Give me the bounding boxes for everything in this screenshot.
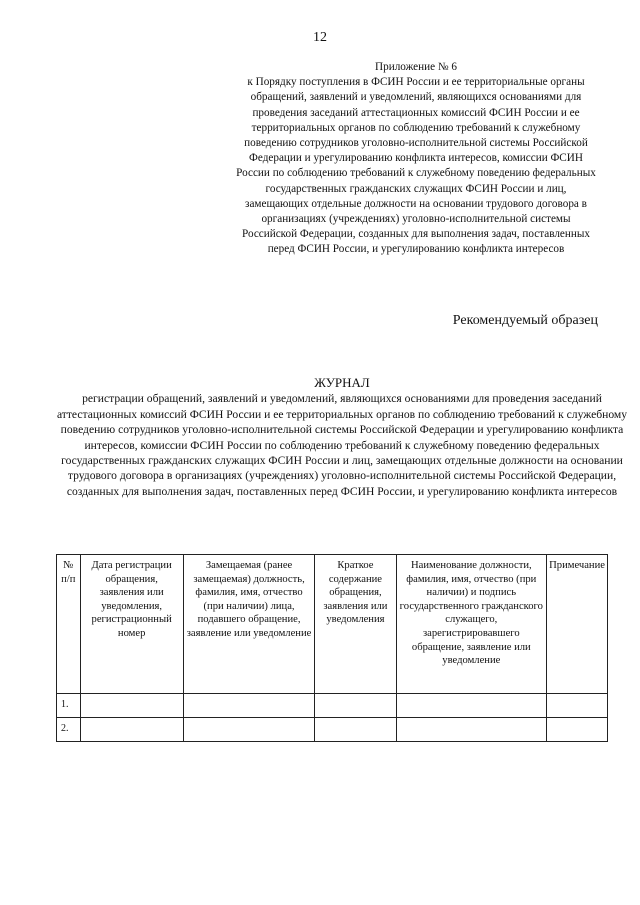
header-registration-date: Дата регистрации обращения, заявления или уведомления, регистрационный номер	[80, 555, 183, 694]
appendix-header	[236, 60, 596, 258]
table-cell	[315, 694, 396, 718]
table-cell	[183, 718, 315, 742]
table-cell	[547, 694, 608, 718]
registration-table	[56, 554, 608, 742]
row-number: 1.	[57, 694, 81, 718]
table-cell	[80, 694, 183, 718]
page-number: 12	[313, 30, 327, 45]
header-position-name: Замещаемая (ранее замещаемая) должность, фамилия, имя, отчество (при наличии) лица, подавшего обращение, заявление или уведомление	[183, 555, 315, 694]
table-cell	[80, 718, 183, 742]
header-note: Примечание	[547, 555, 608, 694]
journal-title: ЖУРНАЛ	[314, 375, 370, 390]
table-row	[57, 718, 608, 742]
table-header-row	[57, 555, 608, 694]
row-number: 2.	[57, 718, 81, 742]
sample-label: Рекомендуемый образец	[452, 313, 598, 328]
header-number: № п/п	[57, 555, 81, 694]
table-cell	[315, 718, 396, 742]
journal-heading	[52, 375, 632, 499]
table-cell	[396, 718, 547, 742]
header-summary: Краткое содержание обращения, заявления или уведомления	[315, 555, 396, 694]
journal-description: регистрации обращений, заявлений и уведомлений, являющихся основаниями для проведения заседаний аттестационных комиссий ФСИН России и ее территориальных органов по соблюдению требований к служебному поведению сотрудников уголовно-исполнительной системы Российской Федерации и урегулированию конфликта интересов, комиссии ФСИН России по соблюдению требований к служебному поведению федеральных государственных гражданских служащих ФСИН России и лиц, замещающих отдельные должности на основании трудового договора в организациях (учреждениях) уголовно-исполнительной системы Российской Федерации, созданных для выполнения задач, поставленных перед ФСИН России, и урегулированию конфликта интересов	[56, 392, 628, 498]
table-cell	[396, 694, 547, 718]
table-row	[57, 694, 608, 718]
header-registrar: Наименование должности, фамилия, имя, отчество (при наличии) и подпись государственного гражданского служащего, зарегистрировавшего обращение, заявление или уведомление	[396, 555, 547, 694]
appendix-body: к Порядку поступления в ФСИН России и ее территориальные органы обращений, заявлений и уведомлений, являющихся основаниями для проведения заседаний аттестационных комиссий ФСИН России и ее территориальных органов по соблюдению требований к служебному поведению сотрудников уголовно-исполнительной системы Российской Федерации и урегулированию конфликта интересов, комиссии ФСИН России по соблюдению требований к служебному поведению федеральных государственных гражданских служащих ФСИН России и лиц, замещающих отдельные должности на основании трудового договора в организациях (учреждениях) уголовно-исполнительной системы Российской Федерации, созданных для выполнения задач, поставленных перед ФСИН России, и урегулированию конфликта интересов	[236, 76, 596, 256]
appendix-title: Приложение № 6	[375, 61, 457, 73]
table-cell	[547, 718, 608, 742]
table-cell	[183, 694, 315, 718]
